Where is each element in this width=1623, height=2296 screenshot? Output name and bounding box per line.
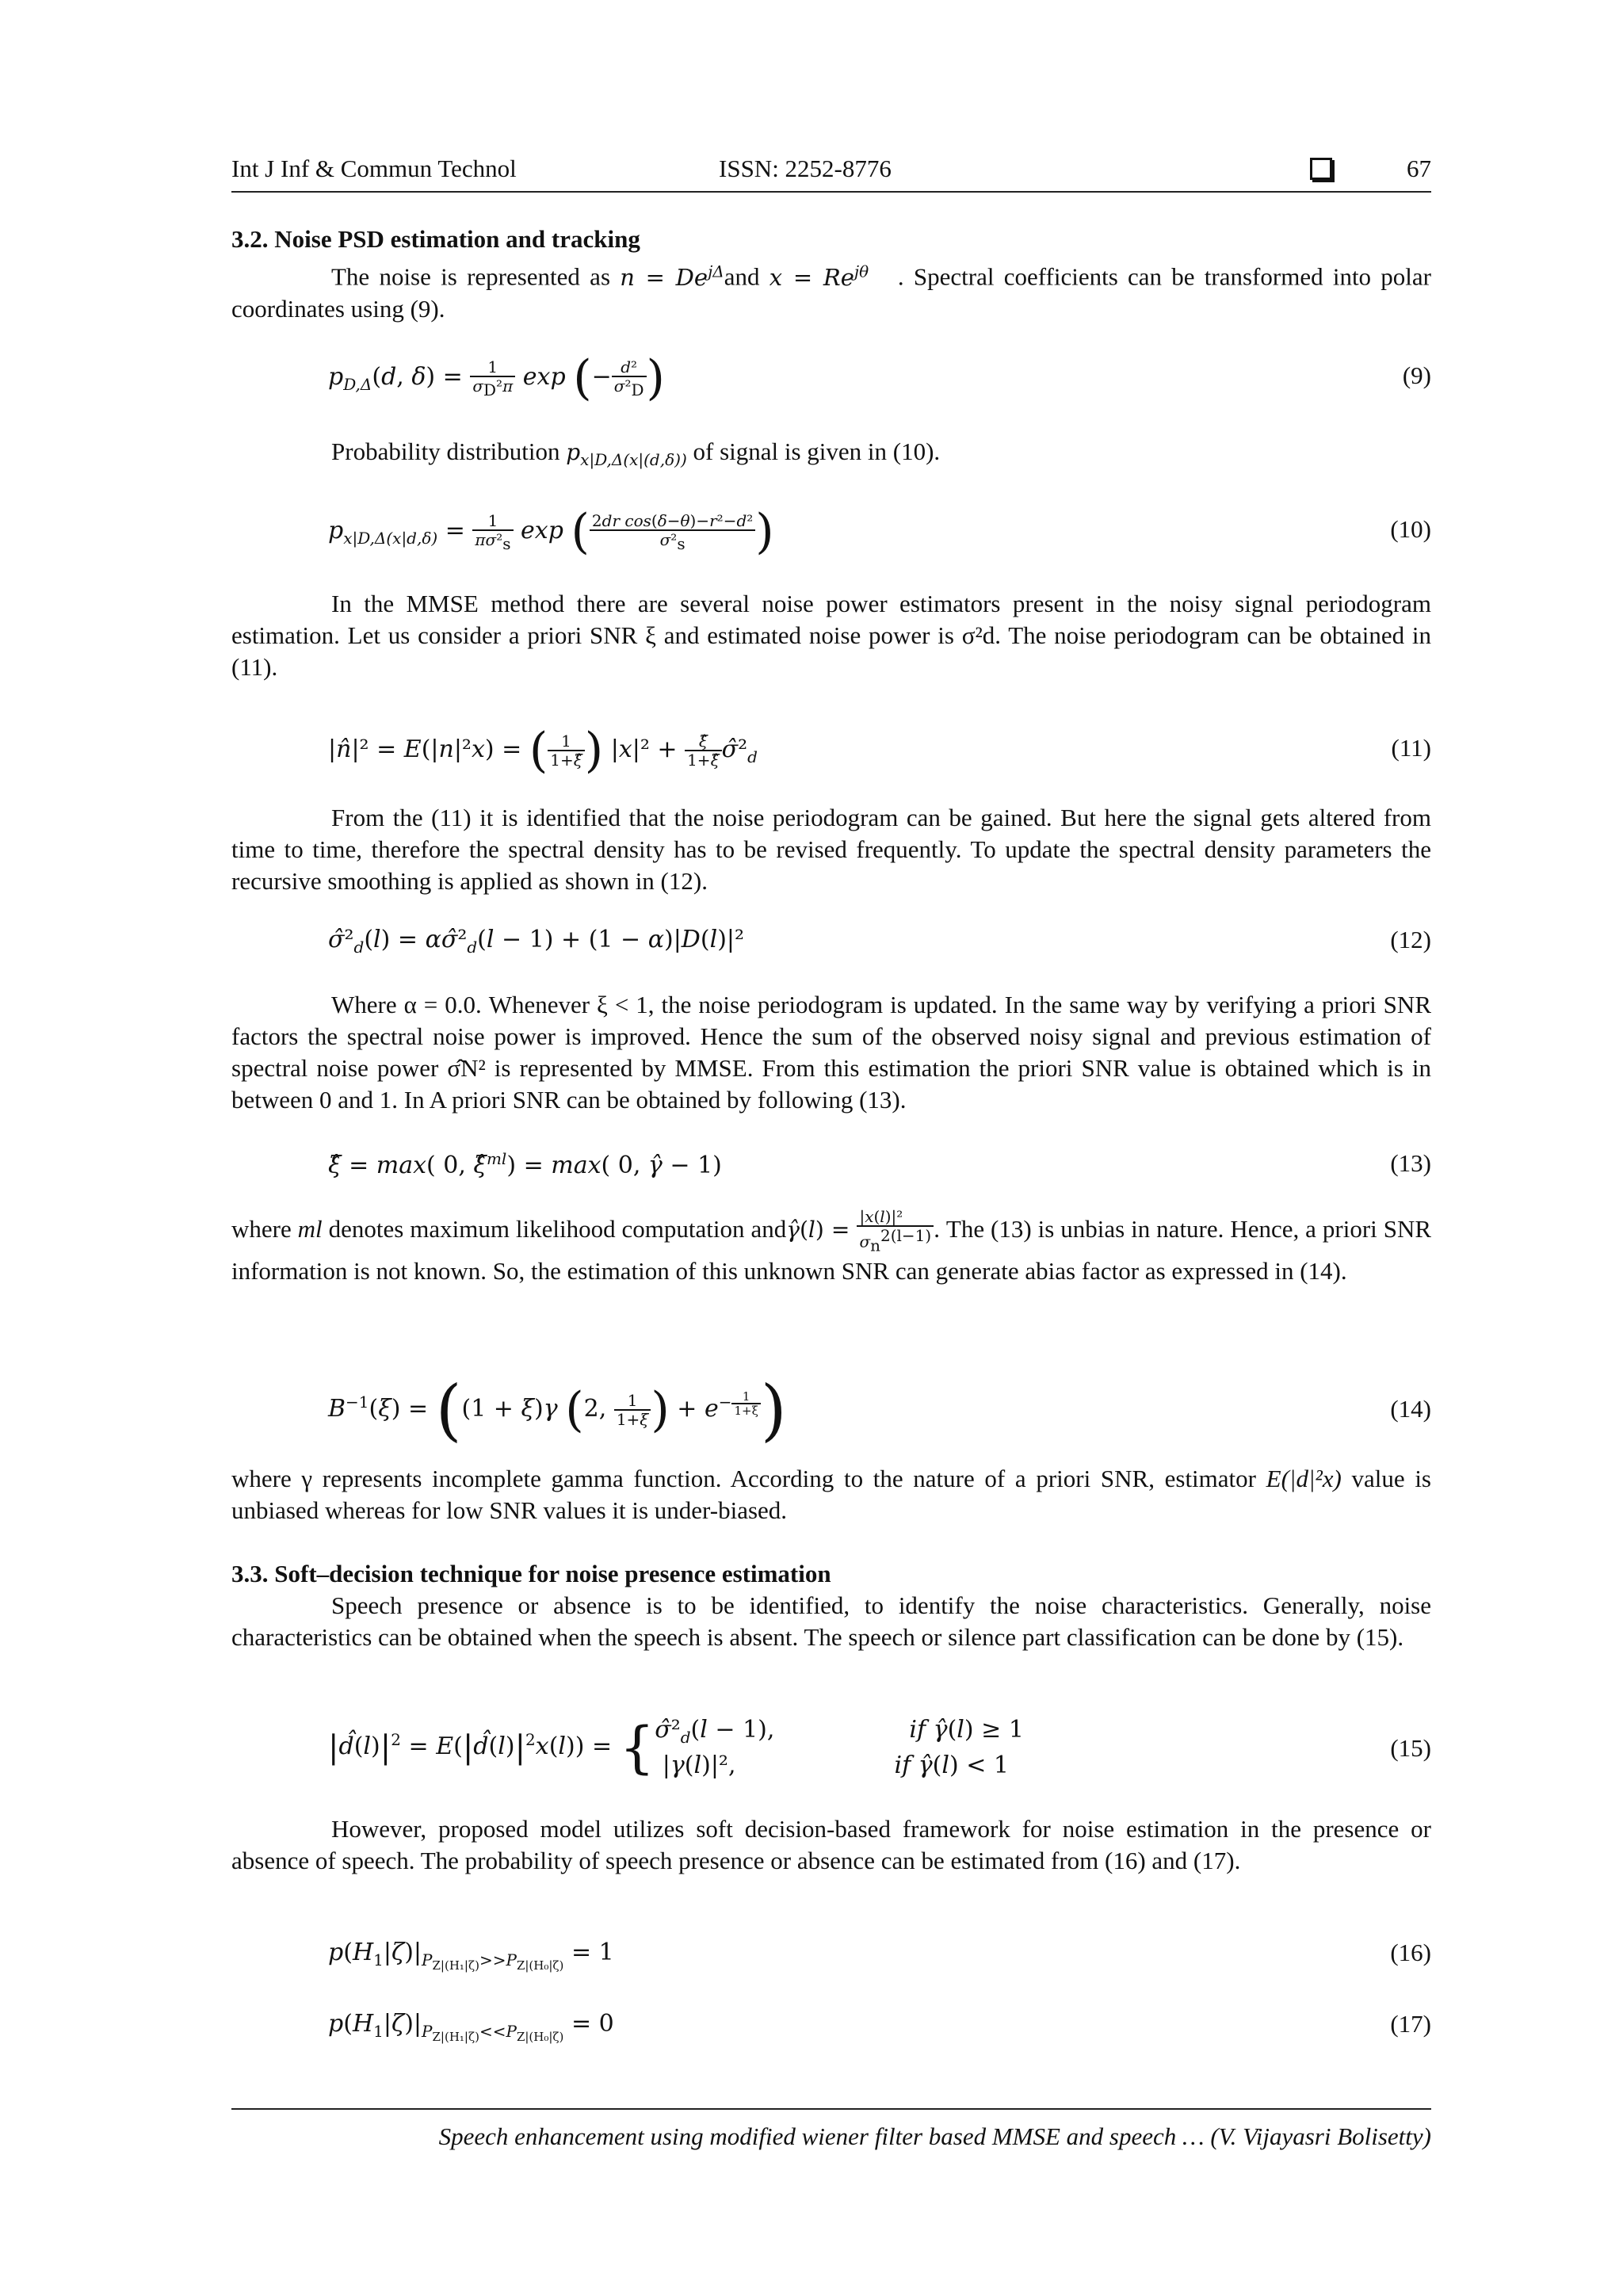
square-icon [1310, 158, 1332, 180]
equation-13 [328, 1149, 1431, 1194]
equation-17 [328, 2010, 1431, 2054]
section-3-2 [231, 223, 1431, 325]
equation-10 [328, 504, 1431, 560]
paragraph: In the MMSE method there are several noise power estimators present in the noisy signal periodogram estimation. Let us consider a priori SNR ξ and estimated noise power is σ²d. The noise periodogram can be obtained in (11). [231, 590, 1431, 681]
paragraph: The noise is represented as $n = De^{j\Delta}and$ $x = Re^{j\theta}$ . Spectral coefficients can be transformed into polar coordinates using (9). [231, 262, 1432, 323]
equation-15 [328, 1715, 1431, 1782]
paragraph: From the (11) it is identified that the noise periodogram can be gained. But here the signal gets altered from time to time, therefore the spectral density has to be revised frequently. To update the spectral density parameters the recursive smoothing is applied as shown in (12). [231, 804, 1431, 895]
section-3-3 [231, 1558, 1431, 1653]
section-heading: 3.2. Noise PSD estimation and tracking [231, 225, 640, 253]
running-footer: Speech enhancement using modified wiener filter based MMSE and speech … (V. Vijayasri Bolisetty) [231, 2108, 1431, 2151]
issn: ISSN: 2252-8776 [719, 155, 892, 182]
equation-expression: |n̂|² = E(|n|²x) = ( $\frac{1}{1+\xî}$ ) |x|² + $\frac{\xî}{1+\xî}$ $\sigmâ^2_d$ [328, 723, 758, 778]
section-heading: 3.3. Soft–decision technique for noise presence estimation [231, 1560, 831, 1587]
equation-number: (11) [1391, 734, 1431, 762]
equation-11 [328, 723, 1431, 778]
equation-number: (9) [1402, 361, 1431, 389]
paragraph: Where α = 0.0. Whenever ξ < 1, the noise periodogram is updated. In the same way by verifying a priori SNR factors the spectral noise power is improved. Hence the sum of the observed noisy signal and previous estimation of spectral noise power σ̂N² is represented by MMSE. From this estimation the priori SNR value is obtained which is in between 0 and 1. In A priori SNR can be obtained by following (13). [231, 991, 1431, 1114]
equation-number: (14) [1390, 1395, 1431, 1423]
equation-expression: $p_{x|D,\Delta(x|d,\delta)}$ = $\frac{1}{\pi\sigma^2_s}$ exp ( $\frac{\text{2dr cos(δ−θ)−r²−d²}}{\sigma^2_s}$ ) [328, 504, 774, 560]
paragraph: where ml denotes maximum likelihood computation andγ̂(l) = $\frac{\text{|x(l)|²}}{\sigma_n^{2(l-1)}}$ . The (13) is unbias in nature. Hence, a priori SNR information is not known. So, the estimation of this unknown SNR can generate abias factor as expressed in (14). [231, 1207, 1432, 1285]
equation-number: (12) [1390, 926, 1431, 953]
equation-14 [328, 1371, 1431, 1449]
paragraph: However, proposed model utilizes soft decision-based framework for noise estimation in the presence or absence of speech. The probability of speech presence or absence can be estimated from (16) and (17). [231, 1815, 1431, 1874]
paragraph: Speech presence or absence is to be identified, to identify the noise characteristics. Generally, noise characteristics can be obtained when the speech is absent. The speech or silence part classification can be done by (15). [231, 1591, 1431, 1651]
paragraph: where γ represents incomplete gamma function. According to the nature of a priori SNR, estimator E(|d|²x) value is unbiased whereas for low SNR values it is under-biased. [231, 1465, 1431, 1524]
paragraph: Probability distribution $p_{x|D,\Delta(x|(d,\delta))}$ of signal is given in (10). [331, 437, 941, 470]
equation-expression: $\sigmâ^2_d(l)$ = $\alpha\sigmâ^2_d(l - 1) + (1 - \alpha)|D(l)|^2$ [328, 926, 745, 957]
equation-16 [328, 1939, 1431, 1983]
equation-expression: $p(H_1|\zeta)|_{P_{Z|(H_1|\zeta)}>>P_{Z|(H_0|\zeta)}} = 1$ [328, 1939, 614, 1973]
page-number: 67 [1407, 155, 1431, 182]
running-header [231, 155, 1431, 193]
equation-expression: $B^{-1}(\xi) = ((1 + \xi)\gamma$ (2, $\frac{1}{1+\xi}$ ) + $e^{- \frac{1}{1+\xi}}$ ) [328, 1371, 787, 1449]
equation-expression: $|d̂(l)|^2$ = $E(|d̂(l)|^2x(l))$ = { $\sigmâ^2_d(l - 1)$, if γ̂(l) ≥ 1 |γ(l)|², if γ̂(l) < 1 [328, 1715, 1024, 1780]
equation-12 [328, 926, 1431, 970]
equation-number: (13) [1390, 1149, 1431, 1177]
equation-9 [328, 350, 1431, 406]
journal-name: Int J Inf & Commun Technol [231, 155, 517, 182]
equation-number: (16) [1390, 1939, 1431, 1966]
equation-number: (10) [1390, 515, 1431, 543]
equation-number: (15) [1390, 1734, 1431, 1762]
equation-number: (17) [1390, 2010, 1431, 2038]
equation-expression: $p_{D,\Delta}(d$, δ) = $\frac{1}{\sigma_D^2\pi}$ exp (− $\frac{\text{d²}}{\sigma^2_D}$ ) [328, 350, 665, 406]
equation-expression: $p(H_1|\zeta)|_{P_{Z|(H_1|\zeta)}<<P_{Z|(H_0|\zeta)}} = 0$ [328, 2010, 614, 2044]
equation-expression: ξ̂ = max( 0, ξ̂$^{ml}$) = max( 0, γ̂ − 1) [328, 1149, 722, 1179]
